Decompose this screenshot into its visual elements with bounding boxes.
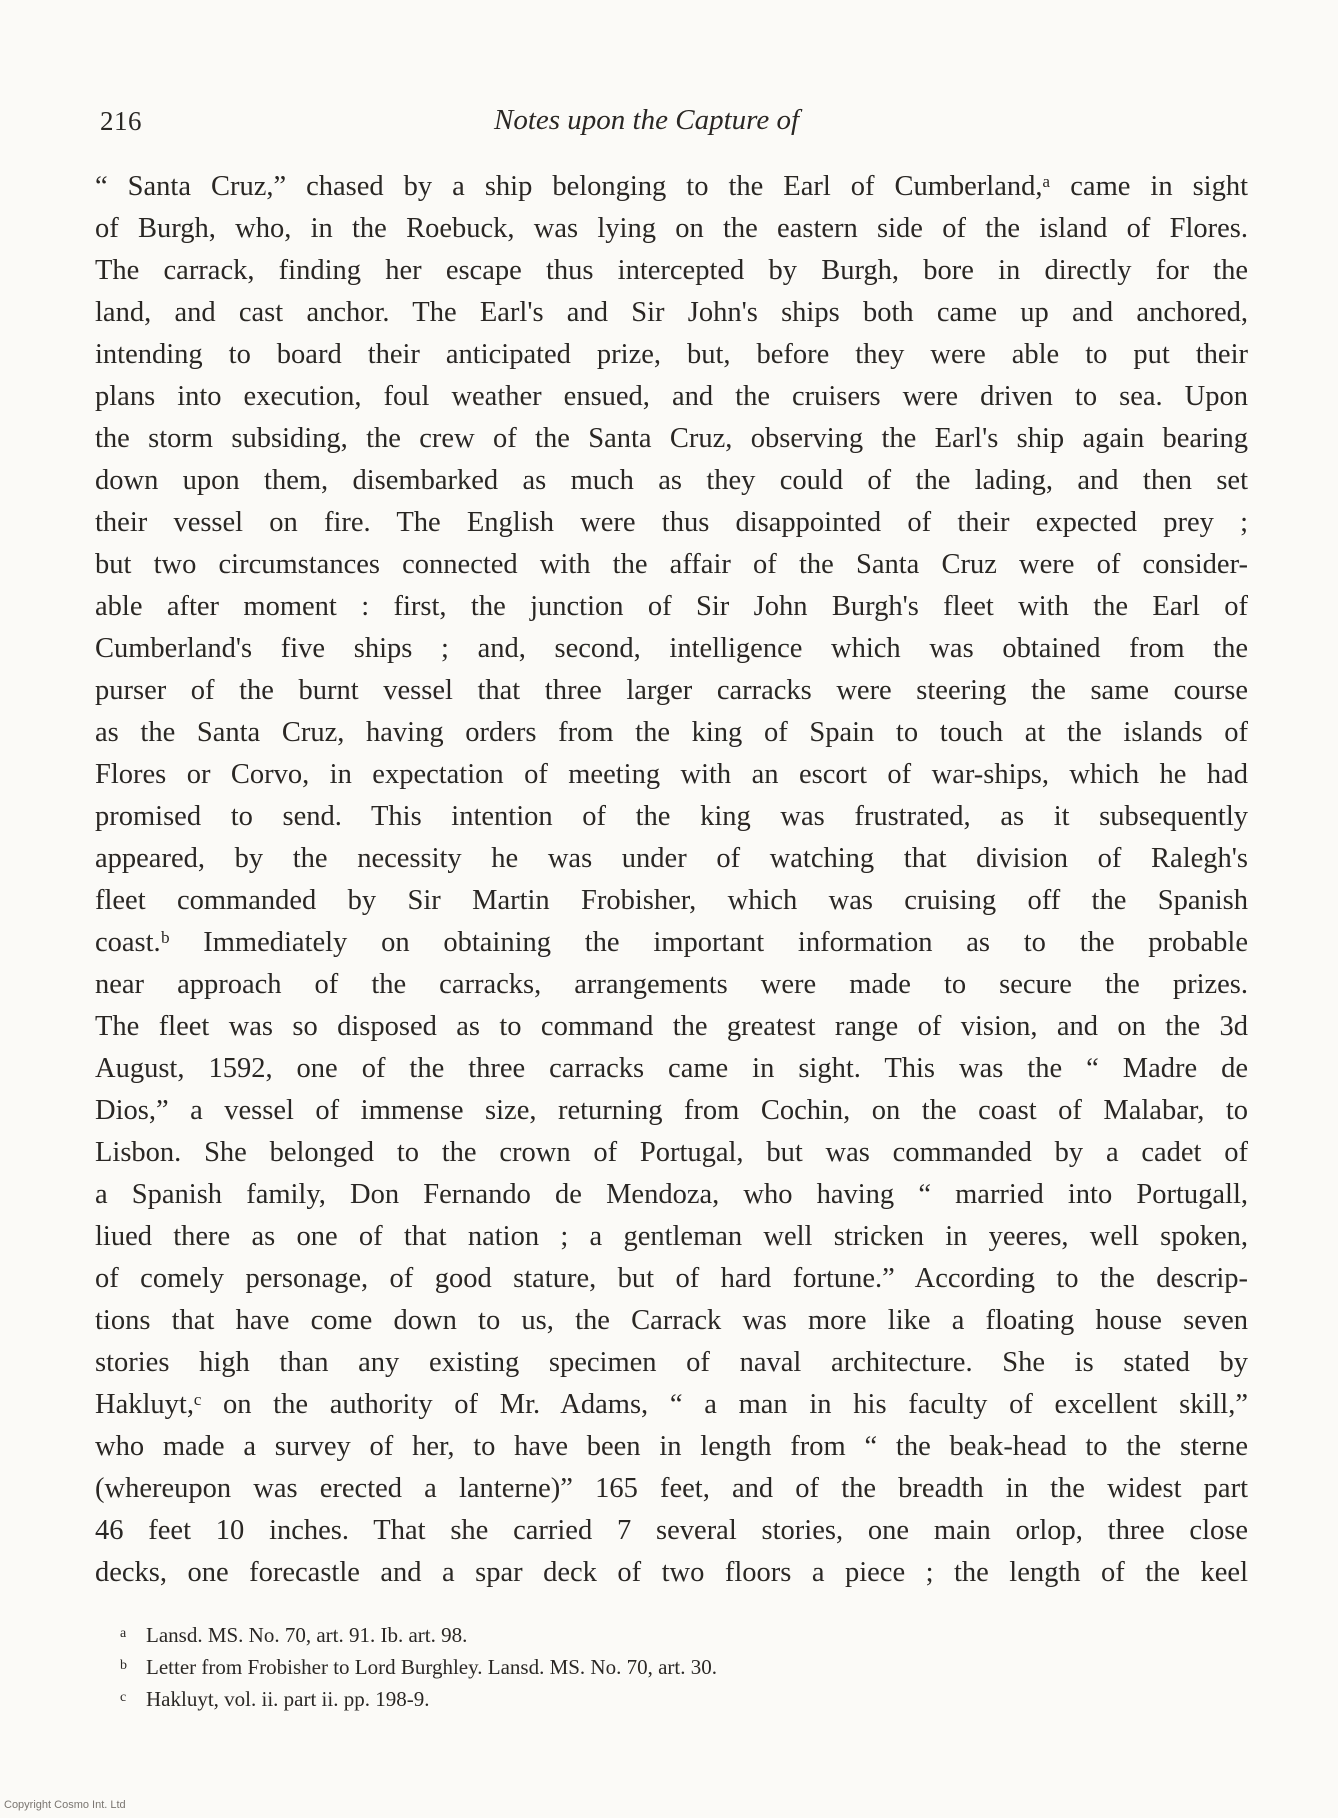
footnote-text: Hakluyt, vol. ii. part ii. pp. 198-9. — [146, 1687, 430, 1711]
body-line: promised to send. This intention of the king was frustrated, as it subsequently — [95, 801, 1248, 832]
footnote — [120, 1650, 717, 1682]
body-line: land, and cast anchor. The Earl's and Sir John's ships both came up and anchored, — [95, 297, 1248, 328]
footnote-mark: c — [120, 1690, 127, 1705]
body-text — [95, 166, 1248, 1594]
body-line: (whereupon was erected a lanterne)” 165 feet, and of the breadth in the widest part — [95, 1473, 1248, 1504]
footnote — [120, 1618, 717, 1650]
body-line: able after moment : first, the junction of Sir John Burgh's fleet with the Earl of — [95, 591, 1248, 622]
body-line: Hakluyt,ᶜ on the authority of Mr. Adams, “ a man in his faculty of excellent skill,” — [95, 1389, 1248, 1420]
body-line: liued there as one of that nation ; a gentleman well stricken in yeeres, well spoken, — [95, 1221, 1248, 1252]
footnote-mark: b — [120, 1658, 127, 1673]
running-title: Notes upon the Capture of — [494, 104, 800, 136]
body-line: intending to board their anticipated prize, but, before they were able to put their — [95, 339, 1248, 370]
body-line: tions that have come down to us, the Carrack was more like a floating house seven — [95, 1305, 1248, 1336]
body-line: a Spanish family, Don Fernando de Mendoza, who having “ married into Portugall, — [95, 1179, 1248, 1210]
body-line: near approach of the carracks, arrangements were made to secure the prizes. — [95, 969, 1248, 1000]
body-line: Lisbon. She belonged to the crown of Portugal, but was commanded by a cadet of — [95, 1137, 1248, 1168]
body-line: who made a survey of her, to have been in length from “ the beak-head to the sterne — [95, 1431, 1248, 1462]
body-line: fleet commanded by Sir Martin Frobisher, which was cruising off the Spanish — [95, 885, 1248, 916]
body-line: purser of the burnt vessel that three larger carracks were steering the same course — [95, 675, 1248, 706]
body-line: Cumberland's five ships ; and, second, intelligence which was obtained from the — [95, 633, 1248, 664]
body-line: their vessel on fire. The English were thus disappointed of their expected prey ; — [95, 507, 1248, 538]
body-line: The fleet was so disposed as to command the greatest range of vision, and on the 3d — [95, 1011, 1248, 1042]
footnote — [120, 1682, 717, 1714]
footnote-mark: a — [120, 1626, 127, 1641]
body-line: plans into execution, foul weather ensued, and the cruisers were driven to sea. Upon — [95, 381, 1248, 412]
page-number: 216 — [100, 106, 142, 136]
body-line: as the Santa Cruz, having orders from the king of Spain to touch at the islands of — [95, 717, 1248, 748]
footnote-text: Lansd. MS. No. 70, art. 91. Ib. art. 98. — [146, 1623, 468, 1647]
body-line: The carrack, finding her escape thus intercepted by Burgh, bore in directly for the — [95, 255, 1248, 286]
body-line: of Burgh, who, in the Roebuck, was lying on the eastern side of the island of Flores. — [95, 213, 1248, 244]
body-line: 46 feet 10 inches. That she carried 7 several stories, one main orlop, three close — [95, 1515, 1248, 1546]
body-line: Flores or Corvo, in expectation of meeting with an escort of war-ships, which he had — [95, 759, 1248, 790]
body-line: “ Santa Cruz,” chased by a ship belonging to the Earl of Cumberland,ᵃ came in sight — [95, 171, 1248, 202]
body-line: down upon them, disembarked as much as they could of the lading, and then set — [95, 465, 1248, 496]
body-line: coast.ᵇ Immediately on obtaining the important information as to the probable — [95, 927, 1248, 958]
body-line: but two circumstances connected with the affair of the Santa Cruz were of consider- — [95, 549, 1248, 580]
copyright-watermark: Copyright Cosmo Int. Ltd — [4, 1799, 126, 1811]
body-line: Dios,” a vessel of immense size, returning from Cochin, on the coast of Malabar, to — [95, 1095, 1248, 1126]
footnotes — [120, 1618, 717, 1714]
footnote-text: Letter from Frobisher to Lord Burghley. Lansd. MS. No. 70, art. 30. — [146, 1655, 717, 1679]
body-line: August, 1592, one of the three carracks came in sight. This was the “ Madre de — [95, 1053, 1248, 1084]
body-line: stories high than any existing specimen of naval architecture. She is stated by — [95, 1347, 1248, 1378]
body-line: appeared, by the necessity he was under of watching that division of Ralegh's — [95, 843, 1248, 874]
body-line: of comely personage, of good stature, but of hard fortune.” According to the descrip- — [95, 1263, 1248, 1294]
body-line: decks, one forecastle and a spar deck of two floors a piece ; the length of the keel — [95, 1557, 1248, 1588]
body-line: the storm subsiding, the crew of the Santa Cruz, observing the Earl's ship again bearing — [95, 423, 1248, 454]
